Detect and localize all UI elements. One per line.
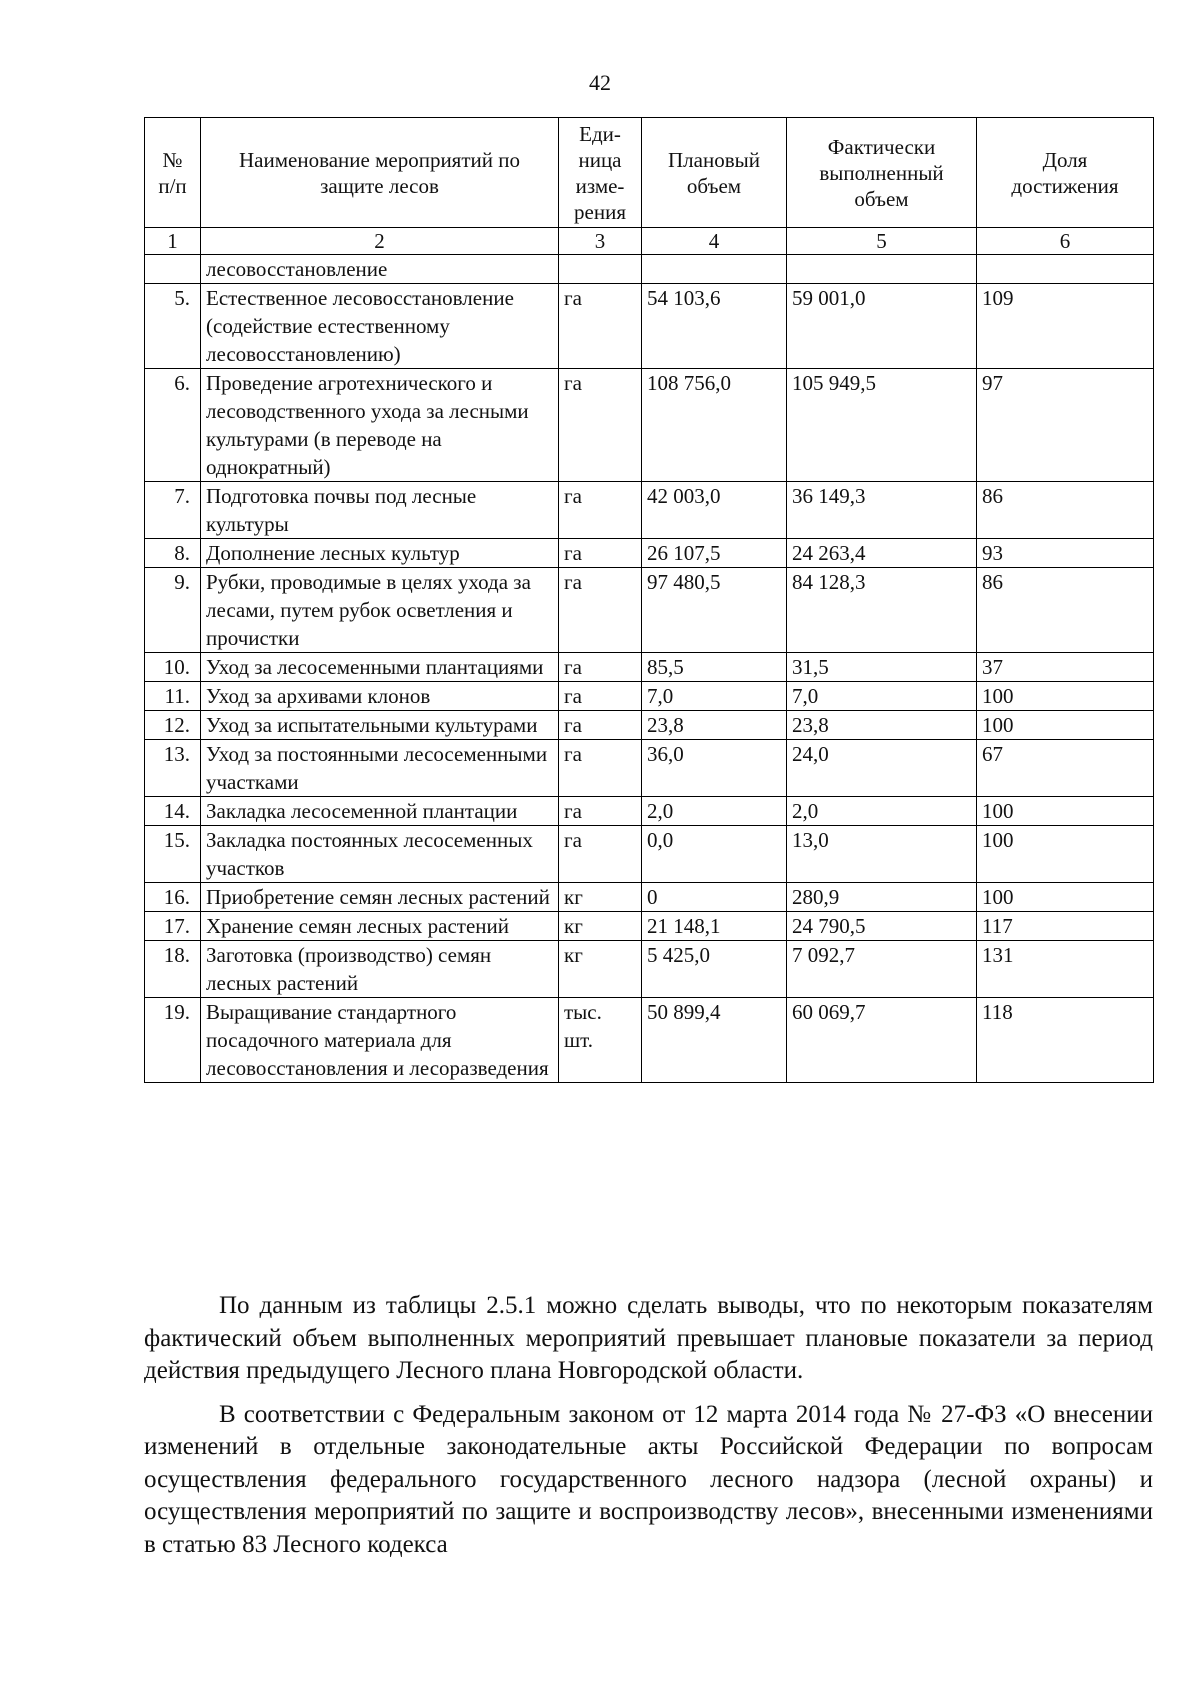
activity-name: Рубки, проводимые в целях ухода за лесами, путем рубок осветления и прочистки [201, 568, 559, 653]
activity-name: Заготовка (производство) семян лесных растений [201, 941, 559, 998]
achievement-share: 100 [977, 883, 1154, 912]
unit-cell: га [559, 284, 642, 369]
planned-volume: 26 107,5 [642, 539, 787, 568]
activity-name: Закладка постоянных лесосеменных участков [201, 826, 559, 883]
row-number: 16. [145, 883, 201, 912]
activity-name: Проведение агротехнического и лесоводственного ухода за лесными культурами (в переводе на однократный) [201, 369, 559, 482]
unit-cell: га [559, 740, 642, 797]
actual-volume: 280,9 [787, 883, 977, 912]
planned-volume: 36,0 [642, 740, 787, 797]
activity-name: Выращивание стандартного посадочного материала для лесовосстановления и лесоразведения [201, 998, 559, 1083]
achievement-share: 131 [977, 941, 1154, 998]
table-header-row [145, 118, 1154, 228]
row-number: 18. [145, 941, 201, 998]
column-number: 5 [787, 228, 977, 255]
table-row [145, 826, 1154, 883]
row-number [145, 255, 201, 284]
column-number-row [145, 228, 1154, 255]
row-number: 19. [145, 998, 201, 1083]
planned-volume: 21 148,1 [642, 912, 787, 941]
actual-volume: 31,5 [787, 653, 977, 682]
row-number: 10. [145, 653, 201, 682]
row-number: 15. [145, 826, 201, 883]
achievement-share: 100 [977, 797, 1154, 826]
table-row [145, 912, 1154, 941]
achievement-share: 117 [977, 912, 1154, 941]
column-number: 1 [145, 228, 201, 255]
actual-volume [787, 255, 977, 284]
actual-volume: 105 949,5 [787, 369, 977, 482]
column-number: 2 [201, 228, 559, 255]
row-number: 9. [145, 568, 201, 653]
actual-volume: 24,0 [787, 740, 977, 797]
achievement-share: 97 [977, 369, 1154, 482]
table-row [145, 682, 1154, 711]
row-number: 12. [145, 711, 201, 740]
unit-cell: га [559, 711, 642, 740]
header-fact: Фактически выполненный объем [787, 118, 977, 228]
row-number: 5. [145, 284, 201, 369]
planned-volume: 97 480,5 [642, 568, 787, 653]
achievement-share: 118 [977, 998, 1154, 1083]
activity-name: Закладка лесосеменной плантации [201, 797, 559, 826]
actual-volume: 7,0 [787, 682, 977, 711]
table-row [145, 482, 1154, 539]
activity-name: Приобретение семян лесных растений [201, 883, 559, 912]
column-number: 4 [642, 228, 787, 255]
actual-volume: 24 263,4 [787, 539, 977, 568]
header-unit: Еди- ница изме- рения [559, 118, 642, 228]
planned-volume: 50 899,4 [642, 998, 787, 1083]
paragraph: По данным из таблицы 2.5.1 можно сделать выводы, что по некоторым показателям фактический объем выполненных мероприятий превышает плановые показатели за период действия предыдущего Лесного плана Новгородской области. [144, 1292, 1153, 1384]
unit-cell: кг [559, 941, 642, 998]
achievement-share: 100 [977, 826, 1154, 883]
unit-cell: га [559, 682, 642, 711]
column-number: 6 [977, 228, 1154, 255]
header-plan: Плановый объем [642, 118, 787, 228]
header-number: № п/п [145, 118, 201, 228]
table-row [145, 998, 1154, 1083]
header-share: Доля достижения [977, 118, 1154, 228]
table-row [145, 883, 1154, 912]
activity-name: Уход за испытательными культурами [201, 711, 559, 740]
table-row [145, 740, 1154, 797]
actual-volume: 7 092,7 [787, 941, 977, 998]
achievement-share: 67 [977, 740, 1154, 797]
row-number: 13. [145, 740, 201, 797]
activity-name: Естественное лесовосстановление (содействие естественному лесовосстановлению) [201, 284, 559, 369]
unit-cell: га [559, 539, 642, 568]
achievement-share: 37 [977, 653, 1154, 682]
activity-name: Уход за архивами клонов [201, 682, 559, 711]
unit-cell: кг [559, 912, 642, 941]
achievement-share: 109 [977, 284, 1154, 369]
actual-volume: 84 128,3 [787, 568, 977, 653]
row-number: 6. [145, 369, 201, 482]
unit-cell: га [559, 797, 642, 826]
table-row [145, 711, 1154, 740]
table-row [145, 284, 1154, 369]
header-name: Наименование мероприятий по защите лесов [201, 118, 559, 228]
achievement-share: 100 [977, 711, 1154, 740]
activity-name: Дополнение лесных культур [201, 539, 559, 568]
forest-protection-table [144, 117, 1154, 1083]
unit-cell: тыс. шт. [559, 998, 642, 1083]
actual-volume: 2,0 [787, 797, 977, 826]
unit-cell: га [559, 653, 642, 682]
activity-name: Уход за постоянными лесосеменными участками [201, 740, 559, 797]
actual-volume: 24 790,5 [787, 912, 977, 941]
planned-volume [642, 255, 787, 284]
row-number: 11. [145, 682, 201, 711]
achievement-share [977, 255, 1154, 284]
planned-volume: 108 756,0 [642, 369, 787, 482]
column-number: 3 [559, 228, 642, 255]
table-row [145, 369, 1154, 482]
table-row [145, 255, 1154, 284]
unit-cell: га [559, 826, 642, 883]
unit-cell: га [559, 369, 642, 482]
paragraph: В соответствии с Федеральным законом от 12 марта 2014 года № 27-ФЗ «О внесении изменений в отдельные законодательные акты Российской Федерации по вопросам осуществления федерального государственного лесного надзора (лесной охраны) и осуществления мероприятий по защите и воспроизводству лесов», внесенными изменениями в статью 83 Лесного кодекса [144, 1400, 1153, 1558]
achievement-share: 93 [977, 539, 1154, 568]
unit-cell [559, 255, 642, 284]
planned-volume: 85,5 [642, 653, 787, 682]
actual-volume: 13,0 [787, 826, 977, 883]
planned-volume: 0,0 [642, 826, 787, 883]
body-text [144, 1290, 1153, 1561]
activity-name: Хранение семян лесных растений [201, 912, 559, 941]
table-row [145, 568, 1154, 653]
row-number: 14. [145, 797, 201, 826]
planned-volume: 42 003,0 [642, 482, 787, 539]
actual-volume: 36 149,3 [787, 482, 977, 539]
planned-volume: 54 103,6 [642, 284, 787, 369]
planned-volume: 0 [642, 883, 787, 912]
unit-cell: кг [559, 883, 642, 912]
activity-name: Уход за лесосеменными плантациями [201, 653, 559, 682]
activity-name: лесовосстановление [201, 255, 559, 284]
actual-volume: 60 069,7 [787, 998, 977, 1083]
page-number: 42 [589, 70, 611, 95]
planned-volume: 2,0 [642, 797, 787, 826]
table-row [145, 941, 1154, 998]
row-number: 8. [145, 539, 201, 568]
table-row [145, 539, 1154, 568]
table-row [145, 653, 1154, 682]
achievement-share: 100 [977, 682, 1154, 711]
achievement-share: 86 [977, 568, 1154, 653]
table-row [145, 797, 1154, 826]
planned-volume: 7,0 [642, 682, 787, 711]
achievement-share: 86 [977, 482, 1154, 539]
unit-cell: га [559, 482, 642, 539]
row-number: 17. [145, 912, 201, 941]
activity-name: Подготовка почвы под лесные культуры [201, 482, 559, 539]
planned-volume: 23,8 [642, 711, 787, 740]
actual-volume: 59 001,0 [787, 284, 977, 369]
planned-volume: 5 425,0 [642, 941, 787, 998]
unit-cell: га [559, 568, 642, 653]
row-number: 7. [145, 482, 201, 539]
actual-volume: 23,8 [787, 711, 977, 740]
